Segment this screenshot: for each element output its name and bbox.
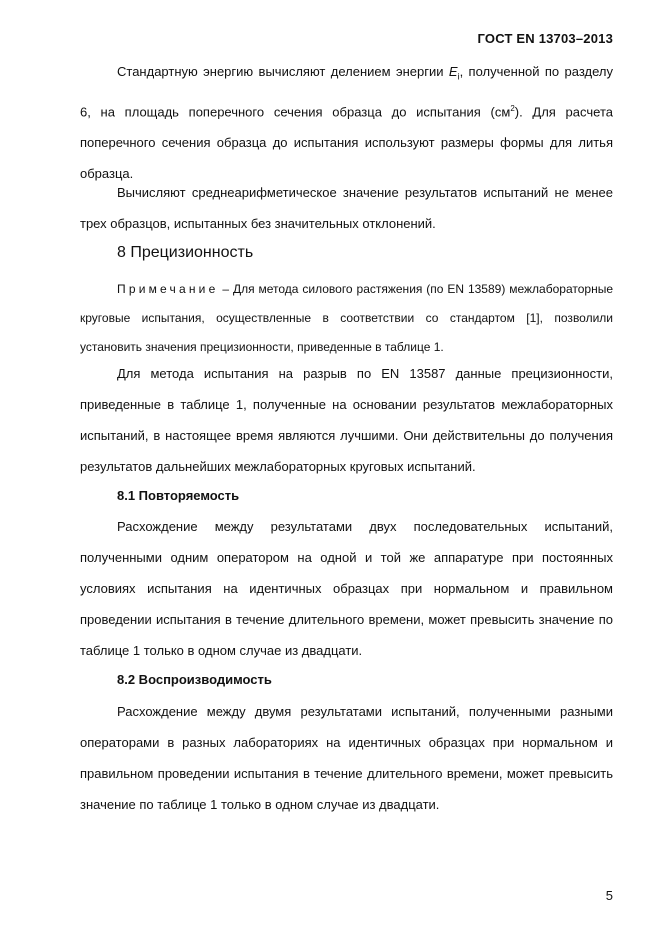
section-8-1-paragraph: Расхождение между результатами двух последовательных испытаний, полученными одним оператором на одной и той же аппаратуре при постоянных условиях испытания на идентичных образцах при нормальном и правильном проведении испытания в течение длительного времени, может превысить значение по таблице 1 только в одном случае из двадцати. — [80, 519, 613, 658]
note-paragraph — [80, 275, 613, 362]
page-number: 5 — [605, 888, 613, 903]
section-8-2-heading: 8.2 Воспроизводимость — [117, 672, 272, 687]
section-8-paragraph: Для метода испытания на разрыв по EN 13587 данные прецизионности, приведенные в таблице 1, полученные на основании результатов межлабораторных испытаний, в настоящее время являются лучшими. Они действительны до получения результатов дальнейших межлабораторных круговых испытаний. — [80, 366, 613, 474]
intro-text-a: Стандартную энергию вычисляют делением энергии — [117, 64, 449, 79]
intro-paragraph-1 — [80, 56, 613, 189]
section-8-2-paragraph: Расхождение между двумя результатами испытаний, полученными разными операторами в разных лабораториях на идентичных образцах при нормальном и правильном проведении испытания в течение длительного времени, может превысить значение по таблице 1 только в одном случае из двадцати. — [80, 704, 613, 812]
intro-text-b: , полученной по разделу 6, на площадь поперечного сечения образца до испытания (см — [80, 64, 613, 119]
intro-text-c: ). Для расчета поперечного сечения образца до испытания используют размеры формы для литья образца. — [80, 103, 613, 181]
intro-paragraph-2: Вычисляют среднеарифметическое значение результатов испытаний не менее трех образцов, испытанных без значительных отклонений. — [80, 185, 613, 231]
note-text: – Для метода силового растяжения (по EN 13589) межлабораторные круговые испытания, осуществленные в соответствии со стандартом [1], позволили установить значения прецизионности, приведенные в таблице 1. — [80, 282, 613, 354]
section-8-heading: 8 Прецизионность — [117, 244, 254, 261]
energy-subscript: i — [457, 71, 460, 82]
energy-symbol: E — [448, 64, 458, 79]
section-8-1-heading: 8.1 Повторяемость — [117, 488, 240, 503]
note-label: Примечание — [117, 282, 219, 296]
unit-superscript: 2 — [510, 103, 515, 113]
document-code-header: ГОСТ EN 13703–2013 — [477, 31, 613, 46]
